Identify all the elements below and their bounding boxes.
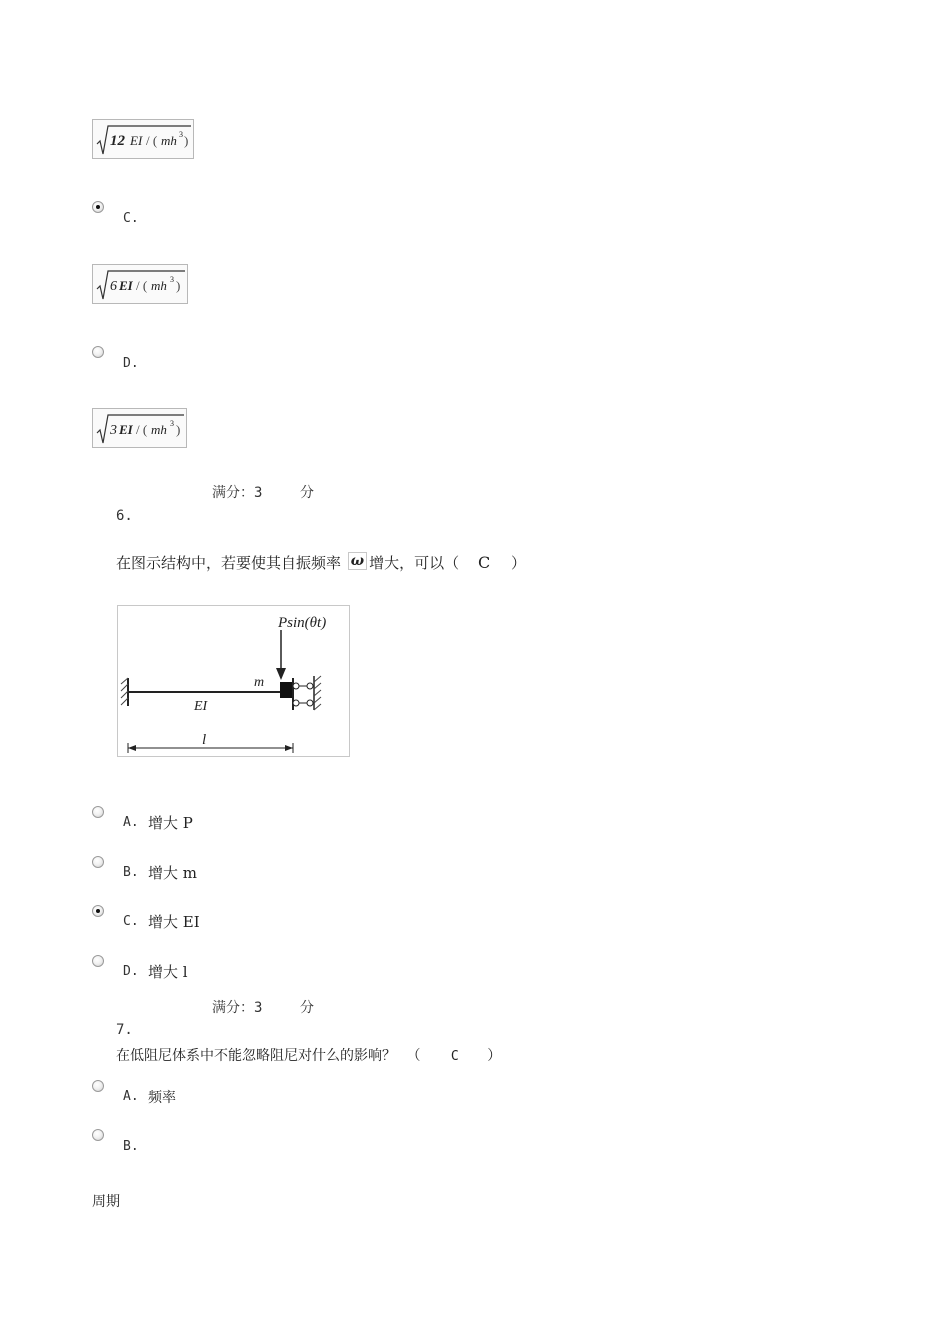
option-text-q6-d: 增大 l [148, 963, 188, 981]
q6-text-before: 在图示结构中，若要使其自振频率 [116, 554, 342, 572]
formula-image-b [92, 119, 194, 159]
q6-score-unit: 分 [300, 1000, 314, 1016]
formula-c-num: 6 [110, 279, 117, 294]
option-letter-q7-b: B. [123, 1139, 139, 1154]
option-text-q6-a: 增大 P [148, 814, 193, 832]
sqrt-formula-b [93, 120, 193, 158]
q7-number: 7. [116, 1022, 133, 1038]
radio-q7-b[interactable] [92, 1129, 104, 1141]
option-letter-q6-d: D. [123, 964, 139, 979]
formula-b-den: mh [161, 133, 177, 148]
q7-trailing-text: 周期 [92, 1194, 120, 1210]
q6-question [116, 552, 526, 573]
svg-text:EI: EI [119, 278, 133, 293]
structure-figure [117, 605, 350, 757]
option-letter-q6-c: C. [123, 914, 139, 929]
option-text-q6-b: 增大 m [148, 864, 197, 882]
length-label: l [202, 732, 207, 748]
load-label: Psin(θt) [278, 615, 327, 631]
radio-q7-a[interactable] [92, 1080, 104, 1092]
q5-score: 满分：3 [212, 485, 263, 501]
option-letter-q6-b: B. [123, 865, 139, 880]
option-letter-q5-d: D. [123, 356, 139, 371]
svg-text:mh: mh [151, 422, 167, 437]
sqrt-formula-d [93, 409, 186, 447]
svg-text:EI: EI [119, 422, 133, 437]
svg-text:/ (: / ( [146, 133, 158, 148]
q5-score-unit: 分 [300, 485, 314, 501]
omega-symbol-image: ω [348, 552, 367, 570]
formula-image-c [92, 264, 188, 304]
radio-q6-c[interactable] [92, 905, 104, 917]
sqrt-formula-c [93, 265, 187, 303]
stiffness-label: EI [194, 699, 208, 714]
q7-paren-open: （ [406, 1048, 421, 1064]
formula-b-num: 12 [110, 133, 125, 149]
radio-q6-a[interactable] [92, 806, 104, 818]
option-text-q6-c: 增大 EI [148, 913, 200, 931]
svg-text:): ) [184, 133, 189, 148]
radio-q5-c[interactable] [92, 201, 104, 213]
q6-text-after: 增大，可以（ [369, 554, 460, 572]
svg-text:/ (: / ( [136, 278, 148, 293]
formula-b-exp: 3 [179, 130, 183, 139]
beam-diagram [118, 606, 349, 756]
svg-text:3: 3 [170, 275, 174, 284]
q6-number: 6. [116, 508, 133, 524]
svg-text:): ) [176, 278, 181, 293]
svg-text:3: 3 [170, 419, 174, 428]
q6-score: 满分：3 [212, 1000, 263, 1016]
radio-q5-d[interactable] [92, 346, 104, 358]
formula-d-num: 3 [110, 423, 117, 438]
option-letter-q5-c: C. [123, 211, 139, 226]
option-letter-q6-a: A. [123, 815, 139, 830]
svg-text:): ) [176, 422, 181, 437]
option-letter-q7-a: A. [123, 1089, 139, 1104]
q6-close-paren: ） [510, 554, 526, 572]
q7-answer: C [450, 1049, 459, 1064]
radio-q6-b[interactable] [92, 856, 104, 868]
formula-image-d [92, 408, 187, 448]
q6-answer: C [477, 553, 491, 572]
svg-text:mh: mh [151, 278, 167, 293]
q7-text: 在低阻尼体系中不能忽略阻尼对什么的影响？ [116, 1048, 396, 1064]
formula-b-mid: EI [130, 133, 143, 148]
q7-question [116, 1045, 501, 1065]
option-text-q7-a: 频率 [148, 1090, 176, 1106]
mass-label: m [254, 675, 265, 690]
radio-q6-d[interactable] [92, 955, 104, 967]
svg-text:/ (: / ( [136, 422, 148, 437]
q7-paren-close: ） [487, 1048, 502, 1064]
